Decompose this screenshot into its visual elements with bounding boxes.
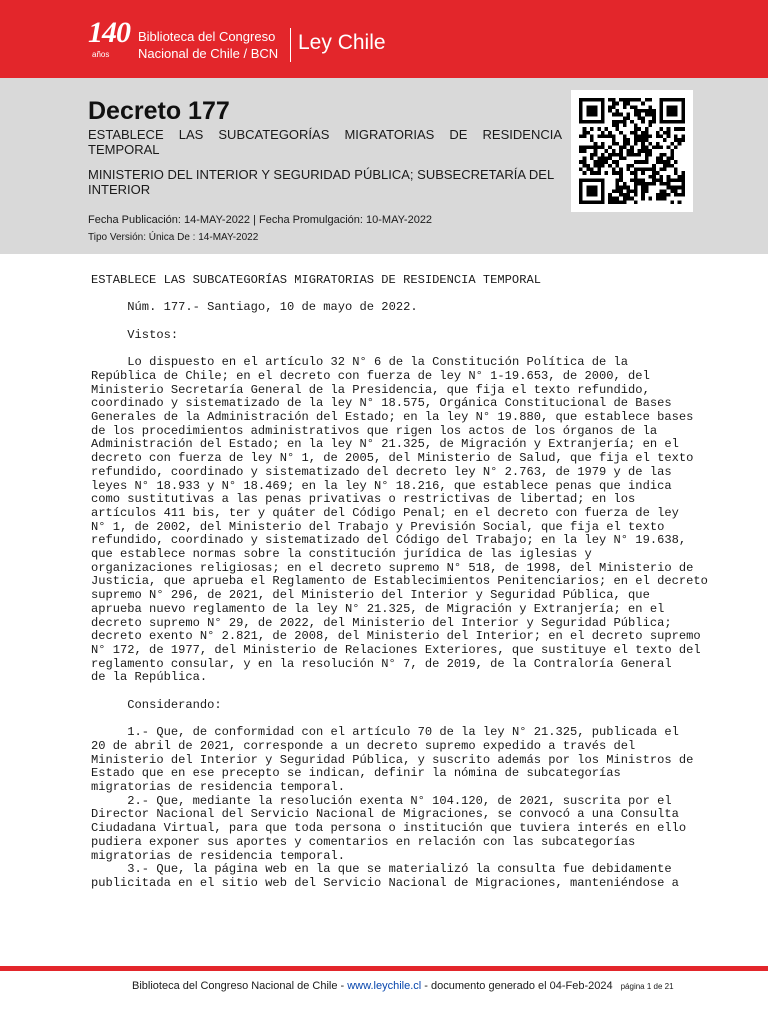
- qr-code-icon: [579, 98, 685, 204]
- footer-link[interactable]: www.leychile.cl: [347, 980, 422, 992]
- document-subtitle: ESTABLECE LAS SUBCATEGORÍAS MIGRATORIAS DE RESIDENCIA TEMPORAL: [88, 127, 562, 157]
- body-vistos-text: Lo dispuesto en el artículo 32 N° 6 de la Constitución Política de la República de Chile; en el decreto con fuerza de ley N° 1-19.653, de 2000, del Ministerio Secretaría General de la Presidencia, que fija el texto refundido, coordinado y sistematizado de la ley N° 18.575, Orgánica Constitucional de Bases Generales de la Administración del Estado; en la ley N° 19.880, que establece bases de los procedimientos administrativos que rigen los actos de los órganos de la Administración del Estado; en la ley N° 21.325, de Migración y Extranjería; en el decreto con fuerza de ley N° 1, de 2005, del Ministerio de Salud, que fija el texto refundido, coordinado y sistematizado del decreto ley N° 2.763, de 1979 y de las leyes N° 18.933 y N° 18.469; en la ley N° 18.216, que establece penas que indica como sustitutivas a las penas privativas o restrictivas de libertad; en los artículos 411 bis, ter y quáter del Código Penal; en el decreto con fuerza de ley N° 1, de 2002, del Ministerio del Trabajo y Previsión Social, que fija el texto refundido, coordinado y sistematizado del Código del Trabajo; en la ley N° 19.638, que establece normas sobre la constitución jurídica de las iglesias y organizaciones religiosas; en el decreto supremo N° 518, de 1998, del Ministerio de Justicia, que aprueba el Reglamento de Establecimientos Penitenciarios; en el decreto supremo N° 296, de 2021, del Ministerio del Interior y Seguridad Pública, que aprueba nuevo reglamento de la ley N° 21.325, de Migración y Extranjería; en el decreto supremo N° 29, de 2022, del Ministerio del Interior y Seguridad Pública; decreto exento N° 2.821, de 2008, del Ministerio del Interior; en el decreto supremo N° 172, de 1977, del Ministerio de Relaciones Exteriores, que sustituye el texto del reglamento consular, y en la resolución N° 7, de 2019, de la Contraloría General de la República.: [91, 355, 708, 685]
- anniversary-number: 140: [88, 16, 130, 49]
- body-number-date: Núm. 177.- Santiago, 10 de mayo de 2022.: [91, 300, 418, 315]
- anniversary-label: años: [92, 50, 110, 59]
- footer-prefix: Biblioteca del Congreso Nacional de Chile -: [132, 980, 348, 992]
- footer-suffix: - documento generado el 04-Feb-2024: [421, 980, 613, 992]
- bcn-logo[interactable]: [138, 28, 278, 62]
- page-number: página 1 de 21: [620, 982, 674, 991]
- body-considerando-text: 1.- Que, de conformidad con el artículo 70 de la ley N° 21.325, publicada el 20 de abril de 2021, corresponde a un decreto supremo expedido a través del Ministerio del Interior y Seguridad Pública, y suscrito además por los Ministros de Estado que en ese precepto se indican, definir la nómina de subcategorías migratorias de residencia temporal. 2.- Que, mediante la resolución exenta N° 104.120, de 2021, suscrita por el Director Nacional del Servicio Nacional de Migraciones, se convocó a una Consulta Ciudadana Virtual, para que toda persona o institución que tuviera interés en ello pudiera exponer sus aportes y comentarios en relación con las subcategorías migratorias de residencia temporal. 3.- Que, la página web en la que se materializó la consulta fue debidamente publicitada en el sitio web del Servicio Nacional de Migraciones, manteniéndose a: [91, 725, 694, 890]
- footer: [132, 979, 674, 994]
- logo-divider: [290, 28, 291, 62]
- document-version: Tipo Versión: Única De : 14-MAY-2022: [88, 232, 259, 243]
- top-banner: [0, 0, 768, 78]
- body-heading: ESTABLECE LAS SUBCATEGORÍAS MIGRATORIAS DE RESIDENCIA TEMPORAL: [91, 273, 541, 287]
- document-title: Decreto 177: [88, 97, 230, 125]
- anniversary-logo: [88, 14, 132, 62]
- body-considerando-heading: Considerando:: [91, 697, 222, 712]
- footer-divider: [0, 966, 768, 971]
- body-vistos-heading: Vistos:: [91, 327, 179, 342]
- bcn-logo-line2: Nacional de Chile / BCN: [138, 46, 279, 61]
- document-dates: Fecha Publicación: 14-MAY-2022 | Fecha Promulgación: 10-MAY-2022: [88, 214, 433, 226]
- qr-code: [571, 90, 693, 212]
- bcn-logo-line1: Biblioteca del Congreso: [138, 29, 276, 44]
- document-body: [91, 274, 721, 891]
- document-ministry: MINISTERIO DEL INTERIOR Y SEGURIDAD PÚBLICA; SUBSECRETARÍA DEL INTERIOR: [88, 167, 554, 197]
- leychile-logo[interactable]: Ley Chile: [298, 31, 386, 54]
